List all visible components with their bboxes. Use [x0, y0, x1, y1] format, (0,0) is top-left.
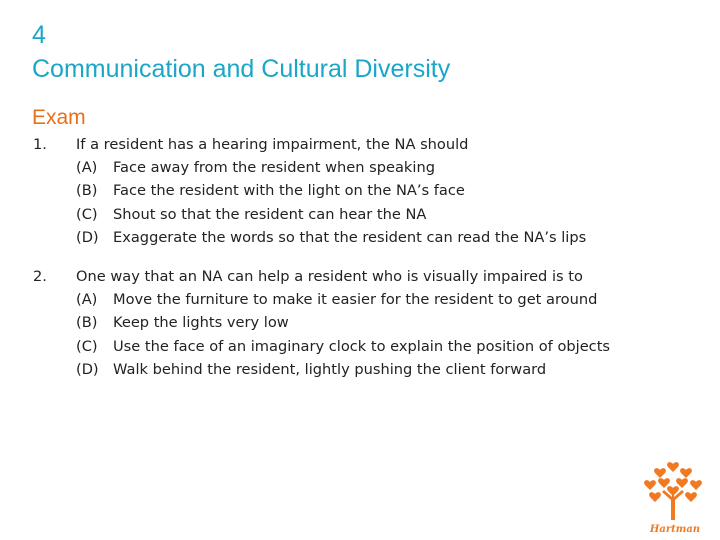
question-stem: If a resident has a hearing impairment, the NA should — [76, 136, 469, 153]
option-letter: (B) — [76, 182, 98, 200]
question-2 — [33, 265, 713, 381]
option-text: Face the resident with the light on the NA’s face — [113, 182, 465, 200]
option-text: Face away from the resident when speaking — [113, 159, 435, 177]
question-number: 1. — [33, 136, 47, 153]
logo-text: Hartman — [649, 524, 701, 535]
option-letter: (A) — [76, 291, 98, 309]
answer-option-d — [76, 226, 713, 249]
question-number: 2. — [33, 268, 47, 286]
option-letter: (B) — [76, 314, 98, 332]
option-letter: (D) — [76, 360, 99, 378]
hartman-tree-logo — [640, 458, 710, 536]
option-text: Exaggerate the words so that the resident can read the NA’s lips — [113, 228, 587, 246]
answer-option-a — [76, 156, 713, 179]
answer-option-c — [76, 203, 713, 226]
option-text: Keep the lights very low — [113, 314, 289, 332]
option-text: Shout so that the resident can hear the NA — [113, 205, 427, 223]
section-heading: Exam — [32, 106, 86, 129]
tree-trunk — [662, 488, 684, 520]
answer-option-d — [76, 358, 713, 381]
question-1 — [33, 133, 713, 249]
answer-option-c — [76, 335, 713, 358]
question-list — [33, 133, 713, 397]
option-letter: (D) — [76, 228, 99, 246]
option-letter: (C) — [76, 205, 98, 223]
answer-option-a — [76, 288, 713, 311]
answer-option-b — [76, 179, 713, 202]
option-text: Use the face of an imaginary clock to explain the position of objects — [113, 337, 611, 355]
option-letter: (C) — [76, 337, 98, 355]
option-text: Move the furniture to make it easier for the resident to get around — [113, 291, 598, 309]
chapter-number: 4 — [32, 21, 46, 49]
slide-title — [32, 18, 450, 86]
option-text: Walk behind the resident, lightly pushing the client forward — [113, 360, 547, 378]
question-stem: One way that an NA can help a resident who is visually impaired is to — [76, 268, 583, 286]
option-letter: (A) — [76, 159, 98, 177]
chapter-title: Communication and Cultural Diversity — [32, 55, 451, 83]
answer-option-b — [76, 311, 713, 334]
